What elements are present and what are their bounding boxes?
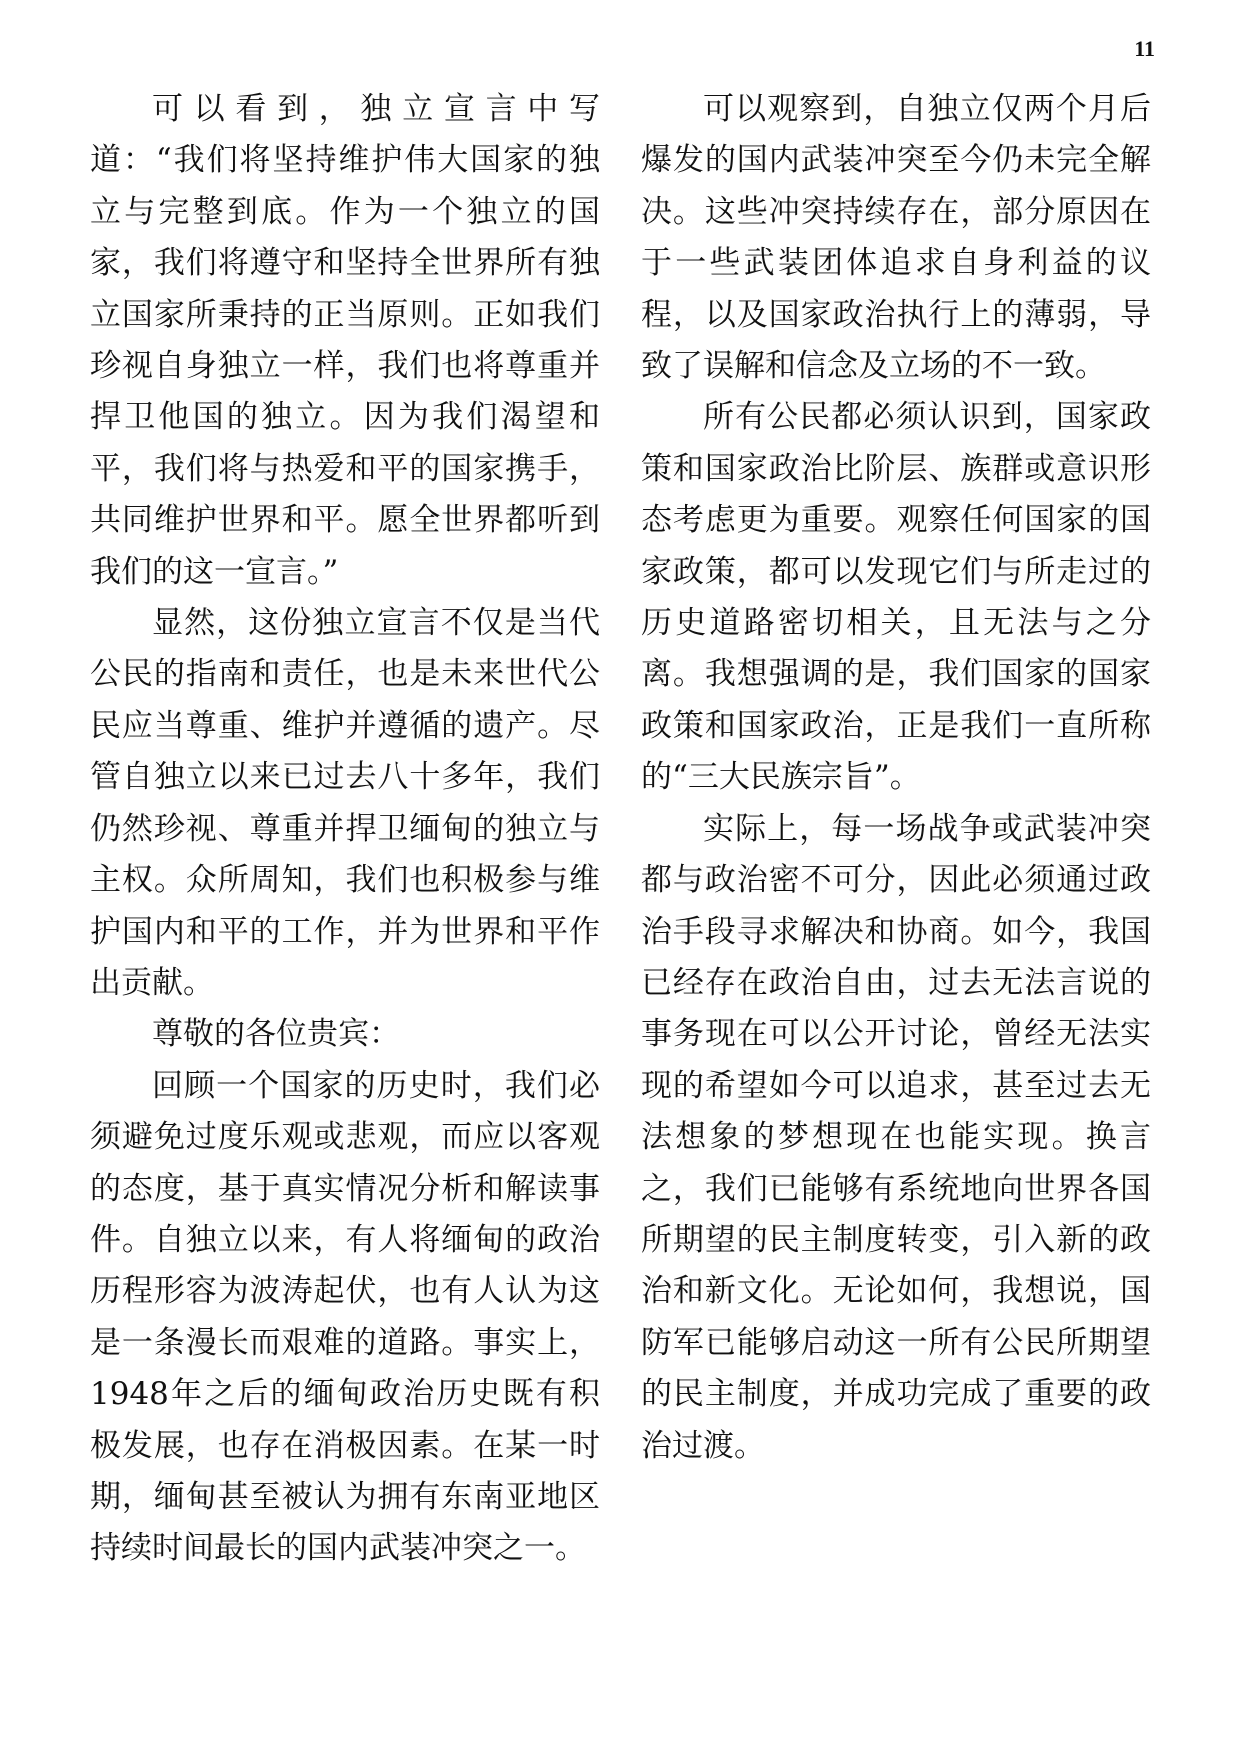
paragraph: 所有公民都必须认识到，国家政策和国家政治比阶层、族群或意识形态考虑更为重要。观察任何国家的国家政策，都可以发现它们与所走过的历史道路密切相关，且无法与之分离。我想强调的是，我们国家的国家政策和国家政治，正是我们一直所称的“三大民族宗旨”。 bbox=[641, 399, 1151, 796]
right-column bbox=[641, 84, 1151, 1472]
paragraph: 可以观察到，自独立仅两个月后爆发的国内武装冲突至今仍未完全解决。这些冲突持续存在，部分原因在于一些武装团体追求自身利益的议程，以及国家政治执行上的薄弱，导致了误解和信念及立场的不一致。 bbox=[641, 91, 1151, 385]
salutation: 尊敬的各位贵宾： bbox=[152, 1016, 400, 1053]
paragraph: 实际上，每一场战争或武装冲突都与政治密不可分，因此必须通过政治手段寻求解决和协商。如今，我国已经存在政治自由，过去无法言说的事务现在可以公开讨论，曾经无法实现的希望如今可以追求，甚至过去无法想象的梦想现在也能实现。换言之，我们已能够有系统地向世界各国所期望的民主制度转变，引入新的政治和新文化。无论如何，我想说，国防军已能够启动这一所有公民所期望的民主制度，并成功完成了重要的政治过渡。 bbox=[641, 810, 1151, 1464]
left-column bbox=[90, 84, 600, 1575]
page-number: 11 bbox=[1134, 36, 1155, 61]
paragraph: 显然，这份独立宣言不仅是当代公民的指南和责任，也是未来世代公民应当尊重、维护并遵循的遗产。尽管自独立以来已过去八十多年，我们仍然珍视、尊重并捍卫缅甸的独立与主权。众所周知，我们也积极参与维护国内和平的工作，并为世界和平作出贡献。 bbox=[90, 605, 600, 1001]
paragraph: 可以看到，独立宣言中写道：“我们将坚持维护伟大国家的独立与完整到底。作为一个独立的国家，我们将遵守和坚持全世界所有独立国家所秉持的正当原则。正如我们珍视自身独立一样，我们也将尊重并捍卫他国的独立。因为我们渴望和平，我们将与热爱和平的国家携手，共同维护世界和平。愿全世界都听到我们的这一宣言。” bbox=[90, 91, 600, 590]
paragraph: 回顾一个国家的历史时，我们必须避免过度乐观或悲观，而应以客观的态度，基于真实情况分析和解读事件。自独立以来，有人将缅甸的政治历程形容为波涛起伏，也有人认为这是一条漫长而艰难的道路。事实上，1948年之后的缅甸政治历史既有积极发展，也存在消极因素。在某一时期，缅甸甚至被认为拥有东南亚地区持续时间最长的国内武装冲突之一。 bbox=[90, 1067, 600, 1567]
